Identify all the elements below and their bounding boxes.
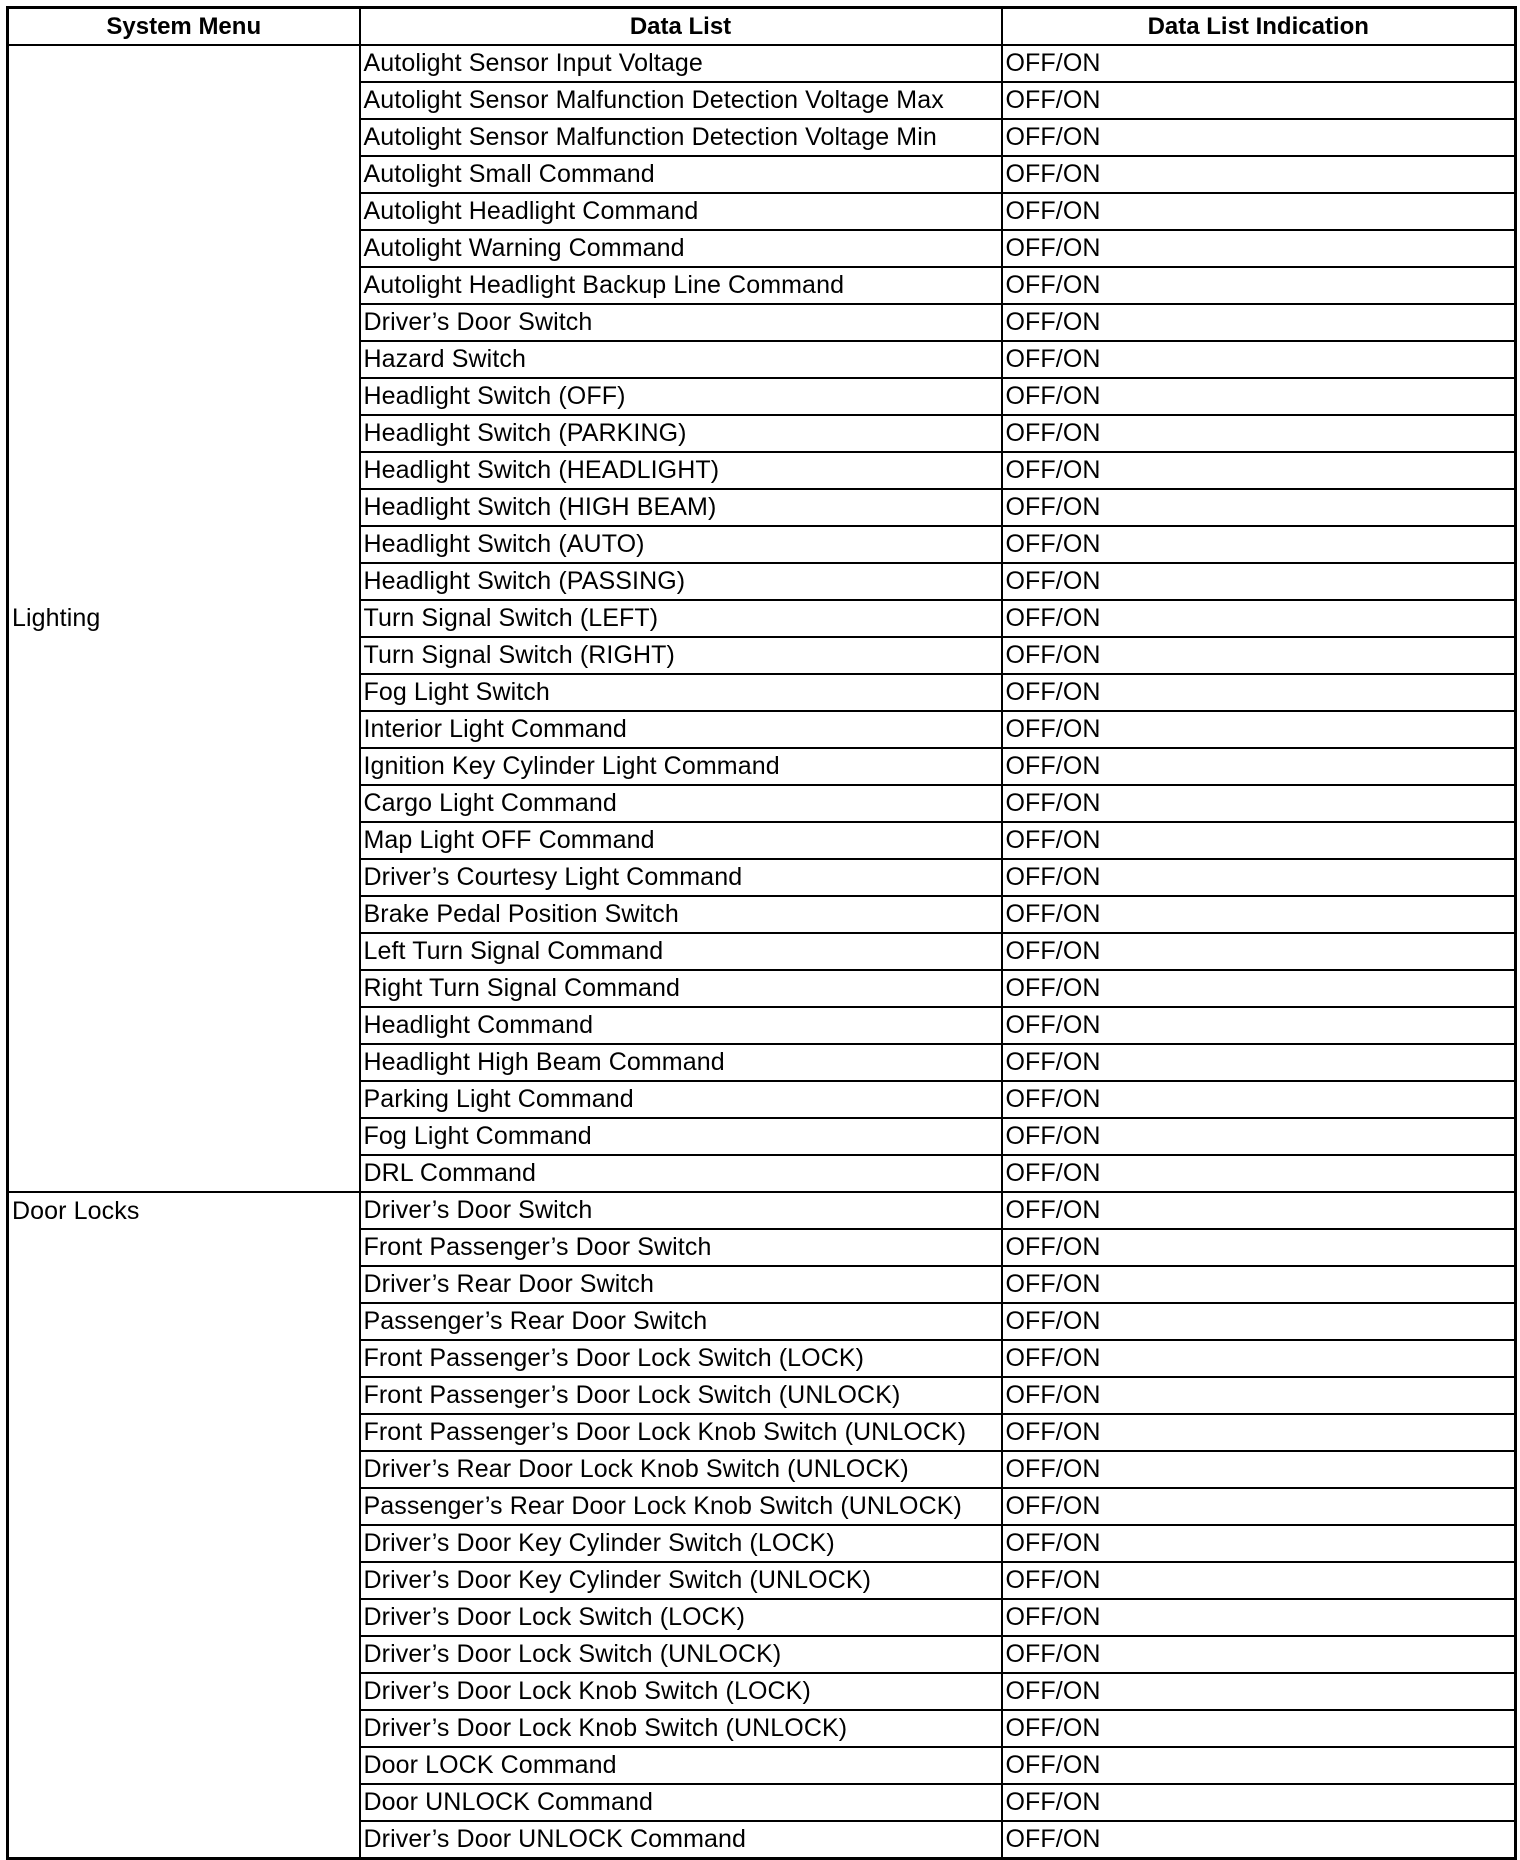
data-list-indication-cell: OFF/ON bbox=[1002, 304, 1516, 341]
data-list-indication-cell: OFF/ON bbox=[1002, 822, 1516, 859]
data-list-indication-cell: OFF/ON bbox=[1002, 600, 1516, 637]
data-list-indication-cell: OFF/ON bbox=[1002, 1414, 1516, 1451]
data-list-indication-cell: OFF/ON bbox=[1002, 1377, 1516, 1414]
data-list-item-cell: Driver’s Door Lock Knob Switch (UNLOCK) bbox=[360, 1710, 1002, 1747]
data-list-item-cell: Hazard Switch bbox=[360, 341, 1002, 378]
data-list-indication-cell: OFF/ON bbox=[1002, 1747, 1516, 1784]
system-menu-cell: Lighting bbox=[8, 45, 360, 1192]
data-list-indication-cell: OFF/ON bbox=[1002, 1710, 1516, 1747]
data-list-indication-cell: OFF/ON bbox=[1002, 1340, 1516, 1377]
data-list-item-cell: Autolight Sensor Input Voltage bbox=[360, 45, 1002, 82]
data-list-item-cell: Headlight High Beam Command bbox=[360, 1044, 1002, 1081]
data-list-item-cell: Headlight Switch (HIGH BEAM) bbox=[360, 489, 1002, 526]
data-list-item-cell: Door UNLOCK Command bbox=[360, 1784, 1002, 1821]
data-list-item-cell: Front Passenger’s Door Lock Knob Switch (UNLOCK) bbox=[360, 1414, 1002, 1451]
data-list-indication-cell: OFF/ON bbox=[1002, 1155, 1516, 1192]
data-list-indication-cell: OFF/ON bbox=[1002, 1673, 1516, 1710]
data-list-indication-cell: OFF/ON bbox=[1002, 785, 1516, 822]
header-data-list-indication: Data List Indication bbox=[1002, 8, 1516, 46]
data-list-indication-cell: OFF/ON bbox=[1002, 526, 1516, 563]
data-list-indication-cell: OFF/ON bbox=[1002, 563, 1516, 600]
data-list-indication-cell: OFF/ON bbox=[1002, 1118, 1516, 1155]
data-list-item-cell: Turn Signal Switch (RIGHT) bbox=[360, 637, 1002, 674]
table-header bbox=[8, 8, 1516, 46]
data-list-indication-cell: OFF/ON bbox=[1002, 637, 1516, 674]
data-list-item-cell: Autolight Small Command bbox=[360, 156, 1002, 193]
data-list-item-cell: Headlight Switch (PARKING) bbox=[360, 415, 1002, 452]
data-list-item-cell: Autolight Warning Command bbox=[360, 230, 1002, 267]
data-list-item-cell: Interior Light Command bbox=[360, 711, 1002, 748]
data-list-item-cell: Driver’s Door Switch bbox=[360, 304, 1002, 341]
data-list-indication-cell: OFF/ON bbox=[1002, 1451, 1516, 1488]
data-list-indication-cell: OFF/ON bbox=[1002, 748, 1516, 785]
data-list-item-cell: Driver’s Rear Door Lock Knob Switch (UNLOCK) bbox=[360, 1451, 1002, 1488]
data-list-indication-cell: OFF/ON bbox=[1002, 156, 1516, 193]
data-list-indication-cell: OFF/ON bbox=[1002, 933, 1516, 970]
table-body bbox=[8, 45, 1516, 1859]
data-list-item-cell: Driver’s Door Key Cylinder Switch (LOCK) bbox=[360, 1525, 1002, 1562]
data-list-item-cell: Autolight Headlight Backup Line Command bbox=[360, 267, 1002, 304]
data-list-indication-cell: OFF/ON bbox=[1002, 193, 1516, 230]
data-list-indication-cell: OFF/ON bbox=[1002, 1229, 1516, 1266]
data-list-indication-cell: OFF/ON bbox=[1002, 1821, 1516, 1859]
data-list-table bbox=[6, 6, 1517, 1860]
data-list-indication-cell: OFF/ON bbox=[1002, 1192, 1516, 1229]
data-list-indication-cell: OFF/ON bbox=[1002, 674, 1516, 711]
data-list-indication-cell: OFF/ON bbox=[1002, 489, 1516, 526]
data-list-indication-cell: OFF/ON bbox=[1002, 1303, 1516, 1340]
data-list-indication-cell: OFF/ON bbox=[1002, 1599, 1516, 1636]
data-list-item-cell: Autolight Sensor Malfunction Detection Voltage Max bbox=[360, 82, 1002, 119]
data-list-item-cell: Fog Light Command bbox=[360, 1118, 1002, 1155]
data-list-item-cell: Cargo Light Command bbox=[360, 785, 1002, 822]
data-list-item-cell: Driver’s Door Lock Switch (UNLOCK) bbox=[360, 1636, 1002, 1673]
data-list-item-cell: Front Passenger’s Door Lock Switch (UNLOCK) bbox=[360, 1377, 1002, 1414]
table-row bbox=[8, 1192, 1516, 1229]
data-list-item-cell: Turn Signal Switch (LEFT) bbox=[360, 600, 1002, 637]
data-list-indication-cell: OFF/ON bbox=[1002, 1488, 1516, 1525]
header-system-menu: System Menu bbox=[8, 8, 360, 46]
data-list-item-cell: Headlight Switch (HEADLIGHT) bbox=[360, 452, 1002, 489]
data-list-item-cell: Right Turn Signal Command bbox=[360, 970, 1002, 1007]
header-row bbox=[8, 8, 1516, 46]
data-list-item-cell: Brake Pedal Position Switch bbox=[360, 896, 1002, 933]
data-list-item-cell: Headlight Switch (PASSING) bbox=[360, 563, 1002, 600]
data-list-indication-cell: OFF/ON bbox=[1002, 1562, 1516, 1599]
data-list-item-cell: Headlight Switch (OFF) bbox=[360, 378, 1002, 415]
data-list-indication-cell: OFF/ON bbox=[1002, 341, 1516, 378]
data-list-indication-cell: OFF/ON bbox=[1002, 1044, 1516, 1081]
data-list-indication-cell: OFF/ON bbox=[1002, 230, 1516, 267]
data-list-item-cell: Parking Light Command bbox=[360, 1081, 1002, 1118]
data-list-indication-cell: OFF/ON bbox=[1002, 267, 1516, 304]
data-list-indication-cell: OFF/ON bbox=[1002, 1007, 1516, 1044]
data-list-item-cell: Driver’s Courtesy Light Command bbox=[360, 859, 1002, 896]
data-list-indication-cell: OFF/ON bbox=[1002, 452, 1516, 489]
data-list-item-cell: Driver’s Door Lock Knob Switch (LOCK) bbox=[360, 1673, 1002, 1710]
data-list-item-cell: DRL Command bbox=[360, 1155, 1002, 1192]
data-list-indication-cell: OFF/ON bbox=[1002, 1266, 1516, 1303]
data-list-item-cell: Driver’s Door Switch bbox=[360, 1192, 1002, 1229]
data-list-indication-cell: OFF/ON bbox=[1002, 119, 1516, 156]
data-list-item-cell: Passenger’s Rear Door Switch bbox=[360, 1303, 1002, 1340]
data-list-item-cell: Fog Light Switch bbox=[360, 674, 1002, 711]
data-list-indication-cell: OFF/ON bbox=[1002, 415, 1516, 452]
data-list-indication-cell: OFF/ON bbox=[1002, 1784, 1516, 1821]
data-list-indication-cell: OFF/ON bbox=[1002, 378, 1516, 415]
data-list-indication-cell: OFF/ON bbox=[1002, 859, 1516, 896]
data-list-item-cell: Door LOCK Command bbox=[360, 1747, 1002, 1784]
header-data-list: Data List bbox=[360, 8, 1002, 46]
system-menu-cell: Door Locks bbox=[8, 1192, 360, 1859]
data-list-item-cell: Autolight Headlight Command bbox=[360, 193, 1002, 230]
data-list-item-cell: Headlight Command bbox=[360, 1007, 1002, 1044]
data-list-item-cell: Map Light OFF Command bbox=[360, 822, 1002, 859]
data-list-indication-cell: OFF/ON bbox=[1002, 1636, 1516, 1673]
data-list-indication-cell: OFF/ON bbox=[1002, 45, 1516, 82]
data-list-sheet bbox=[6, 6, 1514, 1853]
data-list-item-cell: Front Passenger’s Door Lock Switch (LOCK) bbox=[360, 1340, 1002, 1377]
data-list-item-cell: Passenger’s Rear Door Lock Knob Switch (UNLOCK) bbox=[360, 1488, 1002, 1525]
data-list-item-cell: Ignition Key Cylinder Light Command bbox=[360, 748, 1002, 785]
data-list-indication-cell: OFF/ON bbox=[1002, 711, 1516, 748]
data-list-item-cell: Autolight Sensor Malfunction Detection Voltage Min bbox=[360, 119, 1002, 156]
data-list-indication-cell: OFF/ON bbox=[1002, 1081, 1516, 1118]
data-list-item-cell: Driver’s Door UNLOCK Command bbox=[360, 1821, 1002, 1859]
data-list-indication-cell: OFF/ON bbox=[1002, 970, 1516, 1007]
data-list-item-cell: Driver’s Door Lock Switch (LOCK) bbox=[360, 1599, 1002, 1636]
data-list-item-cell: Left Turn Signal Command bbox=[360, 933, 1002, 970]
table-row bbox=[8, 45, 1516, 82]
data-list-indication-cell: OFF/ON bbox=[1002, 82, 1516, 119]
data-list-item-cell: Driver’s Rear Door Switch bbox=[360, 1266, 1002, 1303]
data-list-indication-cell: OFF/ON bbox=[1002, 896, 1516, 933]
data-list-item-cell: Driver’s Door Key Cylinder Switch (UNLOCK) bbox=[360, 1562, 1002, 1599]
data-list-item-cell: Headlight Switch (AUTO) bbox=[360, 526, 1002, 563]
data-list-item-cell: Front Passenger’s Door Switch bbox=[360, 1229, 1002, 1266]
data-list-indication-cell: OFF/ON bbox=[1002, 1525, 1516, 1562]
